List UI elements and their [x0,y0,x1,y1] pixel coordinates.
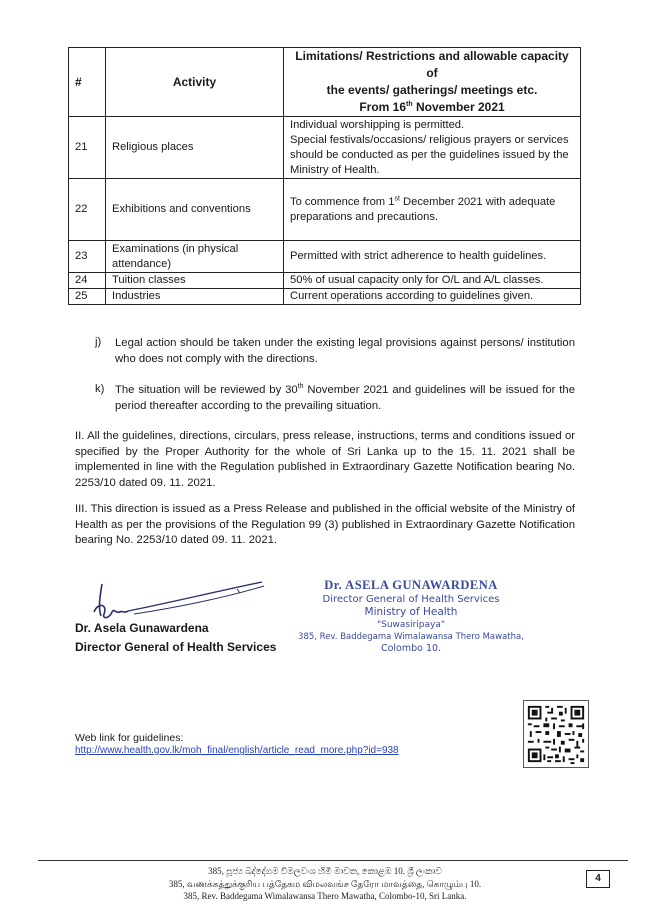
guidelines-link[interactable]: http://www.health.gov.lk/moh_final/english/article_read_more.php?id=938 [75,745,399,756]
row-activity: Tuition classes [106,273,284,289]
qr-code[interactable] [523,700,589,768]
item-k-text [115,383,575,414]
row-activity: Examinations (in physical attendance) [106,241,284,273]
row-limit: 50% of usual capacity only for O/L and A/L classes. [284,273,581,289]
header-number: # [69,48,106,117]
row-number: 23 [69,241,106,273]
row-number: 22 [69,179,106,241]
item-k-post: November 2021 and guidelines will be issued for the period thereafter according to the prevailing situation. [115,384,575,412]
footer-divider [38,860,628,861]
row-limit-pre: To commence from 1 [290,195,395,208]
header-limitations-line3-pre: From 16 [359,100,406,114]
header-limitations-line2: the events/ gatherings/ meetings etc. [326,83,538,97]
table-row [69,273,581,289]
section-iii-paragraph: III. This direction is issued as a Press Release and published in the official website of the Ministry of Health as per the provisions of the Regulation 99 (3) published in Extraordinary Gazette Notification bearing No. 2253/10 dated 09. 11. 2021. [75,503,575,546]
signatory-name: Dr. Asela Gunawardena [75,621,209,635]
table-header-row [69,48,581,117]
page-number: 4 [586,870,610,888]
section-ii-paragraph: II. All the guidelines, directions, circulars, press release, instructions, terms and conditions issued or specified by the Proper Authority for the whole of Sri Lanka up to the 15. 11. 2021 shall be implemented in line with the Regulation published in Extraordinary Gazette Notification bearing No. 2253/10 dated 09. 11. 2021. [75,430,575,489]
stamp-address: 385, Rev. Baddegama Wimalawansa Thero Mawatha, [298,632,524,642]
item-j-text: Legal action should be taken under the existing legal provisions against persons/ institution who does not comply with the directions. [115,337,575,365]
footer-address [150,865,500,903]
header-limitations-line3-sup: th [406,101,413,108]
item-k-sup: th [297,383,304,391]
row-number: 24 [69,273,106,289]
table-row [69,117,581,179]
footer-line-english: 385, Rev. Baddegama Wimalawansa Thero Mawatha, Colombo-10, Sri Lanka. [183,891,467,901]
row-limit-sup: st [394,194,400,202]
header-limitations-line3-post: November 2021 [412,100,505,114]
restrictions-table [68,47,581,305]
stamp-ministry: Ministry of Health [364,606,458,618]
row-limit: Current operations according to guidelines given. [284,289,581,305]
row-activity: Religious places [106,117,284,179]
stamp-city: Colombo 10. [380,643,442,654]
row-number: 25 [69,289,106,305]
item-k-pre: The situation will be reviewed by 30 [115,384,298,396]
row-number: 21 [69,117,106,179]
row-activity: Exhibitions and conventions [106,179,284,241]
item-j-label: j) [95,336,102,348]
table-row [69,179,581,241]
web-link-label: Web link for guidelines: [75,732,184,744]
stamp-name: Dr. ASELA GUNAWARDENA [324,578,498,592]
stamp-building: "Suwasiripaya" [376,620,446,630]
row-limit-post: December 2021 with adequate preparations and precautions. [290,195,556,223]
header-limitations-line1: Limitations/ Restrictions and allowable capacity of [295,49,569,80]
row-limit: Individual worshipping is permitted. Special festivals/occasions/ religious prayers or services should be conducted as per the guidelines issued by the Ministry of Health. [284,117,581,179]
table-row [69,289,581,305]
header-limitations [284,48,581,117]
table-row [69,241,581,273]
signatory-title: Director General of Health Services [75,640,277,654]
row-limit: Permitted with strict adherence to health guidelines. [284,241,581,273]
footer-line-sinhala: 385, පූජ්‍ය බද්දේගම විමලවංශ හිමි මාවත, කොළඹ 10. ශ්‍රී ලංකාව [208,866,442,876]
row-limit [284,179,581,241]
item-k-label: k) [95,383,105,395]
header-activity: Activity [106,48,284,117]
footer-line-tamil: 385, வணக்கத்துக்குரிய பத்தேகம விமலவங்ச தேரோ மாவத்தை, கொழும்பு 10. [168,878,482,889]
stamp-title: Director General of Health Services [322,594,500,605]
official-stamp [296,578,526,655]
row-activity: Industries [106,289,284,305]
